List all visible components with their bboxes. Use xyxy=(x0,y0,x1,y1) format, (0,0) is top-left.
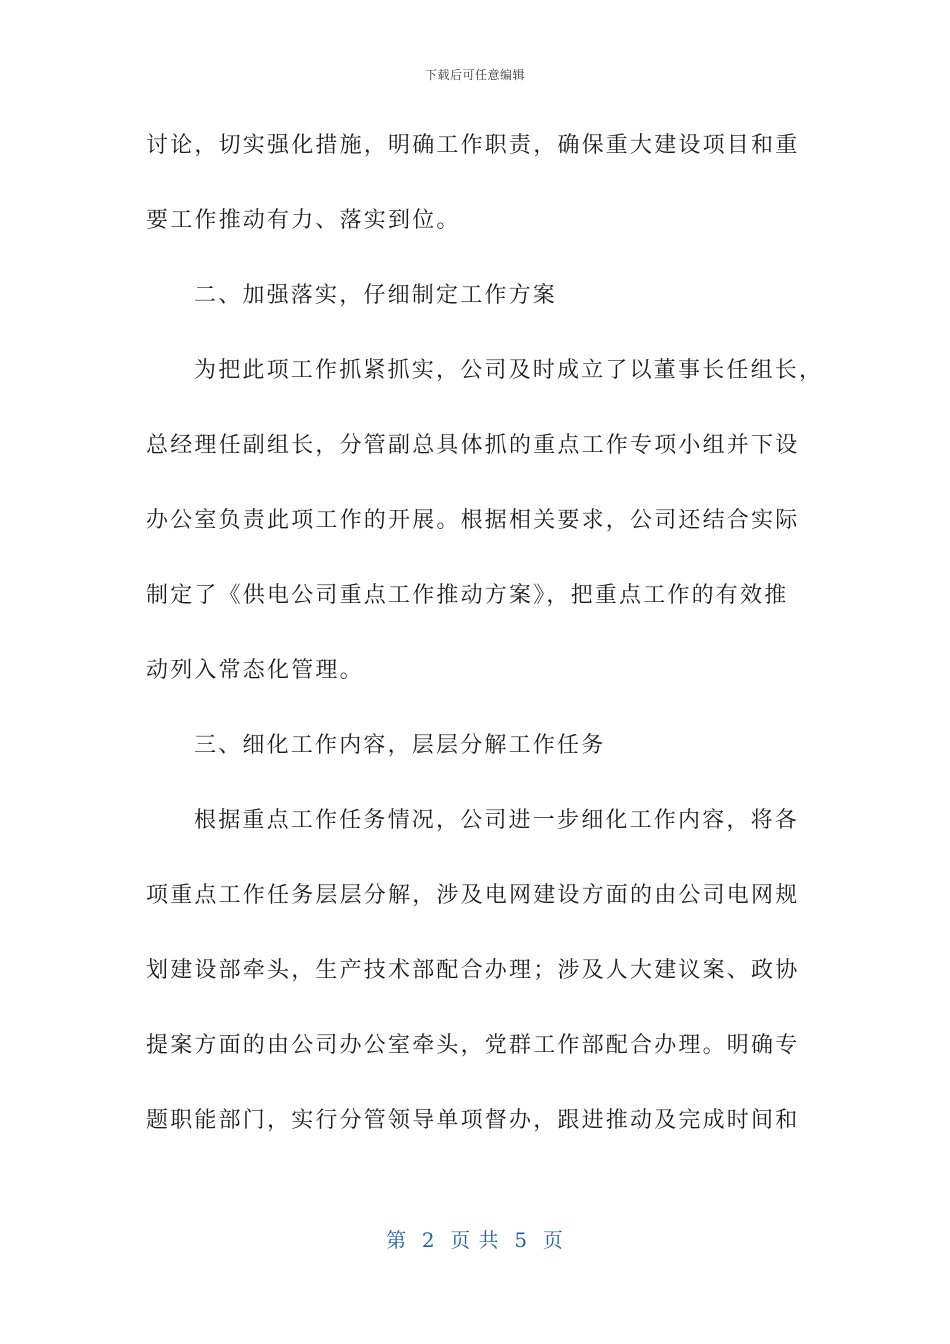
text-line: 办公室负责此项工作的开展。根据相关要求，公司还结合实际 xyxy=(146,508,800,533)
text-line: 题职能部门，实行分管领导单项督办，跟进推动及完成时间和 xyxy=(146,1108,800,1133)
text-line: 项重点工作任务层层分解，涉及电网建设方面的由公司电网规 xyxy=(146,883,800,908)
section-heading: 二、加强落实，仔细制定工作方案 xyxy=(194,283,558,308)
text-line: 划建设部牵头，生产技术部配合办理；涉及人大建议案、政协 xyxy=(146,958,800,983)
text-line: 制定了《供电公司重点工作推动方案》，把重点工作的有效推 xyxy=(146,583,789,608)
text-line: 根据重点工作任务情况，公司进一步细化工作内容，将各 xyxy=(194,808,800,833)
text-line: 要工作推动有力、落实到位。 xyxy=(146,208,461,233)
text-line: 总经理任副组长，分管副总具体抓的重点工作专项小组并下设 xyxy=(146,433,800,458)
text-line: 为把此项工作抓紧抓实，公司及时成立了以董事长任组长， xyxy=(194,358,824,383)
section-heading: 三、细化工作内容，层层分解工作任务 xyxy=(194,733,606,758)
text-line: 提案方面的由公司办公室牵头，党群工作部配合办理。明确专 xyxy=(146,1033,800,1058)
document-body xyxy=(146,120,824,1170)
text-line: 讨论，切实强化措施，明确工作职责，确保重大建设项目和重 xyxy=(146,133,800,158)
page-number-footer: 第 2 页 共 5 页 xyxy=(386,1228,564,1252)
page-header: 下载后可任意编辑 xyxy=(424,68,525,82)
text-line: 动列入常态化管理。 xyxy=(146,658,364,683)
